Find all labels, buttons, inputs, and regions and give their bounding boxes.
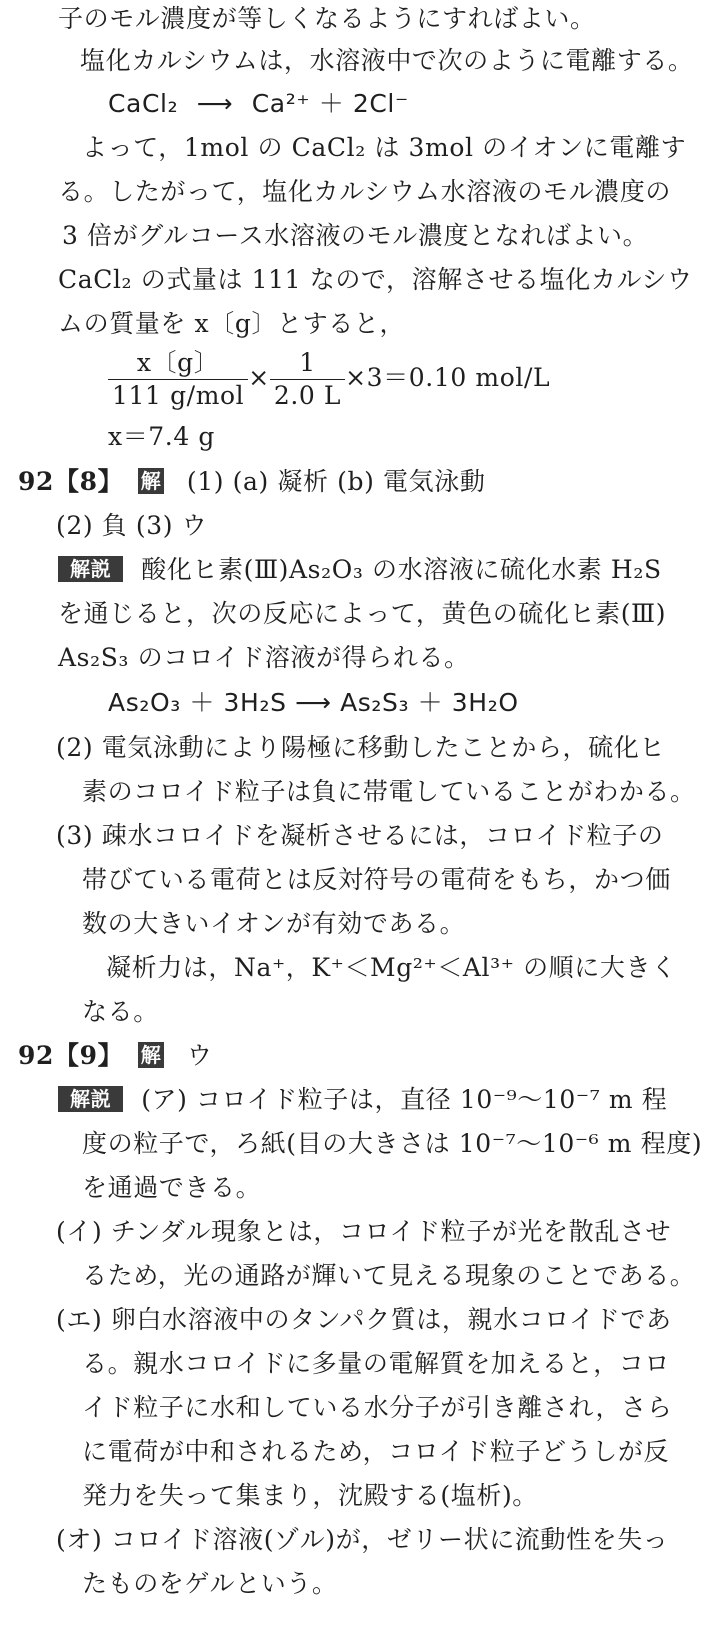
text-line: る。親水コロイドに多量の電解質を加えると，コロ [82,1349,671,1378]
text-line: たものをゲルという。 [82,1569,338,1598]
fraction-2 [270,347,345,412]
text-line: 発力を失って集まり，沈殿する(塩析)。 [82,1481,538,1510]
text-line: 塩化カルシウムは，水溶液中で次のように電離する。 [80,46,694,75]
answer-badge: 解 [138,1042,165,1068]
explanation-line [58,1083,667,1117]
text-line: As₂S₃ のコロイド溶液が得られる。 [58,643,470,672]
answer-value: ウ [186,1041,213,1070]
fraction-2-denominator: 2.0 L [273,381,342,410]
explanation-text: (ア) コロイド粒子は，直径 10⁻⁹～10⁻⁷ m 程 [141,1085,668,1114]
eq-lhs: CaCl₂ [108,89,179,118]
text-line: (エ) 卵白水溶液中のタンパク質は，親水コロイドであ [56,1305,672,1334]
equation-rest: ×3＝0.10 mol/L [345,363,551,392]
question-9-header [18,1039,213,1073]
text-line: 素のコロイド粒子は負に帯電していることがわかる。 [82,777,696,806]
text-line: イド粒子に水和している水分子が引き離され，さら [82,1393,673,1422]
question-number: 92【8】 [18,467,124,496]
text-line: ムの質量を x〔g〕とすると， [58,309,406,338]
text-line: るため，光の通路が輝いて見える現象のことである。 [82,1261,696,1290]
text-line: に電荷が中和されるため，コロイド粒子どうしが反 [82,1437,670,1466]
kaisetsu-badge: 解説 [58,1086,123,1112]
result-line: x＝7.4 g [108,422,216,451]
eq-arrow: ⟶ [196,89,234,118]
fraction-1-numerator: x〔g〕 [108,347,248,380]
text-line: よって，1mol の CaCl₂ は 3mol のイオンに電離す [82,133,687,162]
text-line: (2) 電気泳動により陽極に移動したことから，硫化ヒ [56,733,665,762]
text-line: (オ) コロイド溶液(ゾル)が，ゼリー状に流動性を失っ [56,1525,669,1554]
text-line: を通過できる。 [82,1173,262,1202]
answer-badge: 解 [138,468,165,494]
text-line: なる。 [82,997,159,1026]
answer-row: (1) (a) 凝析 (b) 電気泳動 [186,467,486,496]
explanation-line [58,553,662,587]
text-line: 凝析力は，Na⁺，K⁺＜Mg²⁺＜Al³⁺ の順に大きく [106,953,677,982]
fraction-1-denominator: 111 g/mol [112,381,245,410]
text-line: CaCl₂ の式量は 111 なので，溶解させる塩化カルシウ [58,265,693,294]
eq-rhs: Ca²⁺ ＋ 2Cl⁻ [251,89,409,118]
text-line: を通じると，次の反応によって，黄色の硫化ヒ素(Ⅲ) [58,599,667,628]
fraction-equation [108,346,550,412]
text-line: 度の粒子で，ろ紙(目の大きさは 10⁻⁷～10⁻⁶ m 程度) [82,1129,703,1158]
text-line: 子のモル濃度が等しくなるようにすればよい。 [58,4,596,33]
text-line: 帯びている電荷とは反対符号の電荷をもち，かつ価 [82,865,671,894]
text-line: る。したがって，塩化カルシウム水溶液のモル濃度の [58,177,672,206]
text-line: 数の大きいイオンが有効である。 [82,909,466,938]
question-number: 92【9】 [18,1041,124,1070]
text-line: (イ) チンダル現象とは，コロイド粒子が光を散乱させ [56,1217,672,1246]
answer-row: (2) 負 (3) ウ [56,511,208,540]
explanation-text: 酸化ヒ素(Ⅲ)As₂O₃ の水溶液に硫化水素 H₂S [141,555,662,584]
text-line: 3 倍がグルコース水溶液のモル濃度となればよい。 [62,221,649,250]
reaction-equation: As₂O₃ ＋ 3H₂S ⟶ As₂S₃ ＋ 3H₂O [108,688,519,717]
times-sign: × [248,363,270,392]
equation-dissociation [108,87,409,121]
kaisetsu-badge: 解説 [58,556,123,582]
fraction-2-numerator: 1 [270,347,345,380]
question-8-header [18,465,485,499]
fraction-1 [108,347,248,412]
text-line: (3) 疎水コロイドを凝析させるには，コロイド粒子の [56,821,664,850]
